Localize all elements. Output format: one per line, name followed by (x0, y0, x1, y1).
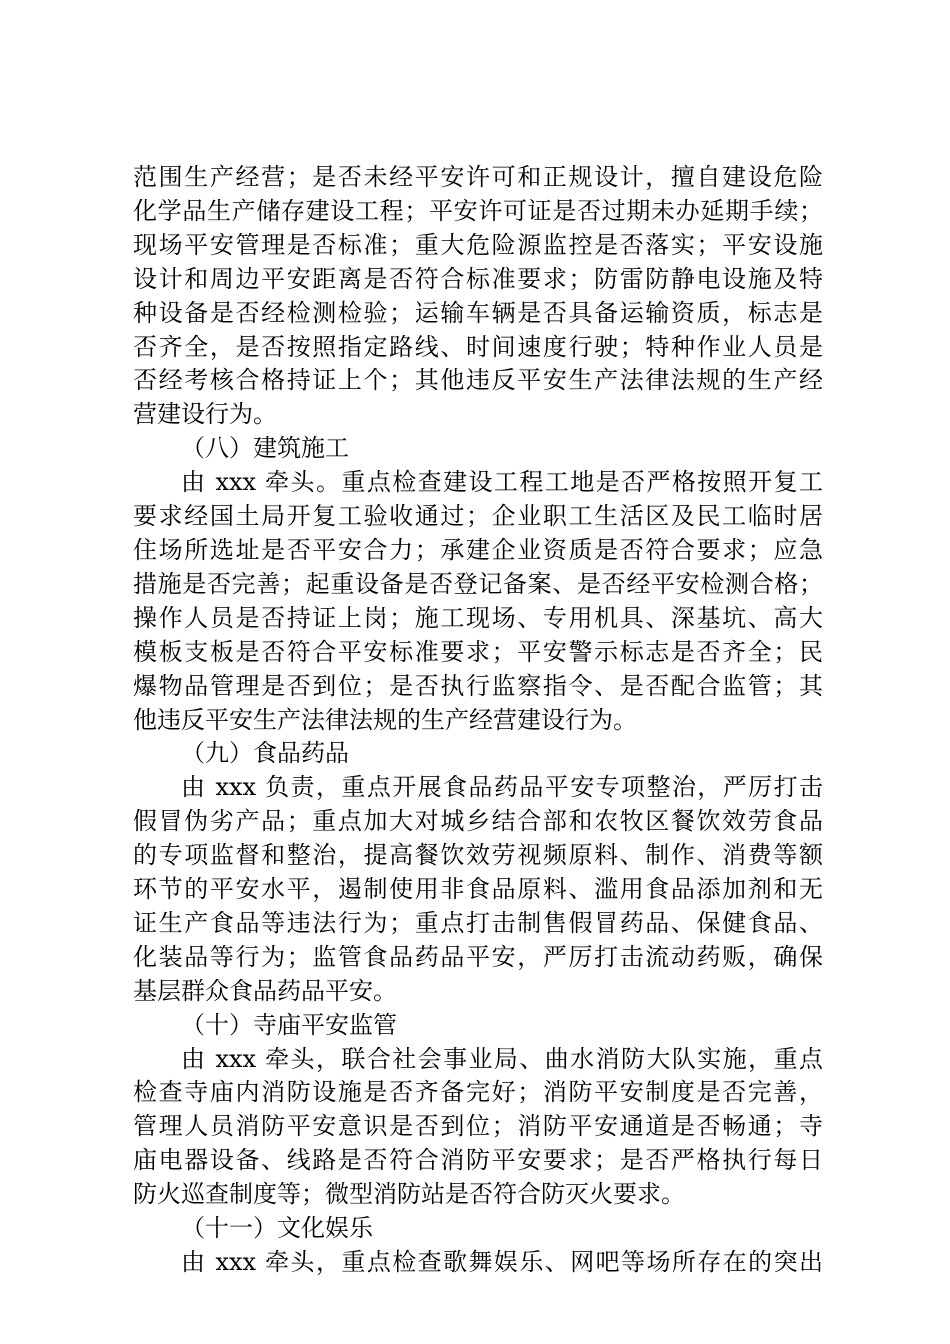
text-line: 要求经国土局开复工验收通过；企业职工生活区及民工临时居 (133, 502, 823, 531)
section-heading: （八）建筑施工 (181, 434, 349, 463)
section-heading: （十）寺庙平安监管 (181, 1010, 397, 1039)
text-line: 由 xxx 牵头，重点检查歌舞娱乐、网吧等场所存在的突出 (181, 1248, 823, 1276)
text-line: 种设备是否经检测检验；运输车辆是否具备运输资质，标志是 (133, 298, 823, 327)
text-line: 设计和周边平安距离是否符合标准要求；防雷防静电设施及特 (133, 264, 823, 293)
body-paragraph (133, 771, 823, 1008)
text-line: 范围生产经营；是否未经平安许可和正规设计，擅自建设危险 (133, 163, 823, 191)
text-line: 庙电器设备、线路是否符合消防平安要求；是否严格执行每日 (133, 1146, 823, 1175)
body-paragraph (133, 161, 823, 432)
text-line: 由 xxx 负责，重点开展食品药品平安专项整治，严厉打击 (181, 773, 823, 802)
text-line: 现场平安管理是否标准；重大危险源监控是否落实；平安设施 (133, 230, 823, 259)
text-line: 证生产食品等违法行为；重点打击制售假冒药品、保健食品、 (133, 908, 823, 937)
body-paragraph (133, 1043, 823, 1213)
text-line: 措施是否完善；起重设备是否登记备案、是否经平安检测合格； (133, 569, 823, 598)
text-line: 由 xxx 牵头。重点检查建设工程工地是否严格按照开复工 (181, 468, 823, 497)
text-line: 爆物品管理是否到位；是否执行监察指令、是否配合监管；其 (133, 671, 823, 700)
body-paragraph (133, 1246, 823, 1280)
text-line: 假冒伪劣产品；重点加大对城乡结合部和农牧区餐饮效劳食品 (133, 807, 823, 836)
text-line: 营建设行为。 (133, 400, 277, 429)
text-line: 住场所选址是否平安合力；承建企业资质是否符合要求；应急 (133, 535, 823, 564)
text-line: 由 xxx 牵头，联合社会事业局、曲水消防大队实施，重点 (181, 1044, 823, 1073)
text-line: 否经考核合格持证上个；其他违反平安生产法律法规的生产经 (133, 366, 823, 395)
text-line: 化学品生产储存建设工程；平安许可证是否过期未办延期手续； (133, 196, 823, 225)
text-line: 检查寺庙内消防设施是否齐备完好；消防平安制度是否完善， (133, 1078, 823, 1107)
section-heading: （九）食品药品 (181, 739, 349, 768)
text-line: 环节的平安水平，遏制使用非食品原料、滥用食品添加剂和无 (133, 875, 823, 904)
text-line: 否齐全，是否按照指定路线、时间速度行驶；特种作业人员是 (133, 332, 823, 361)
body-paragraph (133, 466, 823, 737)
text-line: 模板支板是否符合平安标准要求；平安警示标志是否齐全；民 (133, 637, 823, 666)
text-line: 操作人员是否持证上岗；施工现场、专用机具、深基坑、高大 (133, 603, 823, 632)
text-line: 基层群众食品药品平安。 (133, 976, 397, 1005)
text-line: 管理人员消防平安意识是否到位；消防平安通道是否畅通；寺 (133, 1112, 823, 1141)
text-line: 化装品等行为；监管食品药品平安，严厉打击流动药贩，确保 (133, 942, 823, 971)
text-line: 他违反平安生产法律法规的生产经营建设行为。 (133, 705, 637, 734)
text-line: 的专项监督和整治，提高餐饮效劳视频原料、制作、消费等额 (133, 841, 823, 870)
section-heading: （十一）文化娱乐 (181, 1214, 373, 1243)
document-body (133, 161, 823, 1280)
text-line: 防火巡查制度等；微型消防站是否符合防灭火要求。 (133, 1180, 685, 1209)
